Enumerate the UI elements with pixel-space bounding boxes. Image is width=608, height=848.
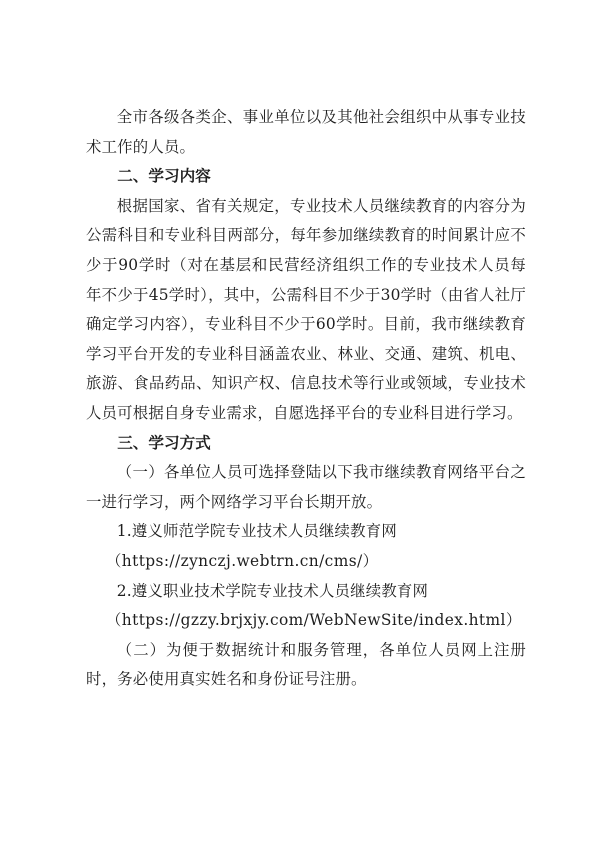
paragraph-method-two: （二）为便于数据统计和服务管理，各单位人员网上注册时，务必使用真实姓名和身份证号注册。 (86, 640, 526, 689)
heading-study-method: 三、学习方式 (117, 433, 211, 452)
site-two-url: （https://gzzy.brjxjy.com/WebNewSite/index.html） (106, 611, 522, 630)
paragraph-scope: 全市各级各类企、事业单位以及其他社会组织中从事专业技术工作的人员。 (86, 108, 526, 156)
paragraph-study-content: 根据国家、省有关规定，专业技术人员继续教育的内容分为公需科目和专业科目两部分，每年参加继续教育的时间累计应不少于90学时（对在基层和民营经济组织工作的专业技术人员每年不少于45学时），其中，公需科目不少于30学时（由省人社厅确定学习内容），专业科目不少于60学时。目前，我市继续教育学习平台开发的专业科目涵盖农业、林业、交通、建筑、机电、旅游、食品药品、知识产权、信息技术等行业或领域，专业技术人员可根据自身专业需求，自愿选择平台的专业科目进行学习。 (86, 196, 526, 422)
paragraph-method-one: （一）各单位人员可选择登陆以下我市继续教育网络平台之一进行学习，两个网络学习平台长期开放。 (86, 463, 526, 511)
site-two-name: 2.遵义职业技术学院专业技术人员继续教育网 (116, 581, 429, 600)
site-one-name: 1.遵义师范学院专业技术人员继续教育网 (116, 522, 397, 541)
document-body (86, 103, 526, 695)
site-one-url: （https://zynczj.webtrn.cn/cms/） (106, 551, 379, 570)
heading-study-content: 二、学习内容 (117, 167, 211, 186)
